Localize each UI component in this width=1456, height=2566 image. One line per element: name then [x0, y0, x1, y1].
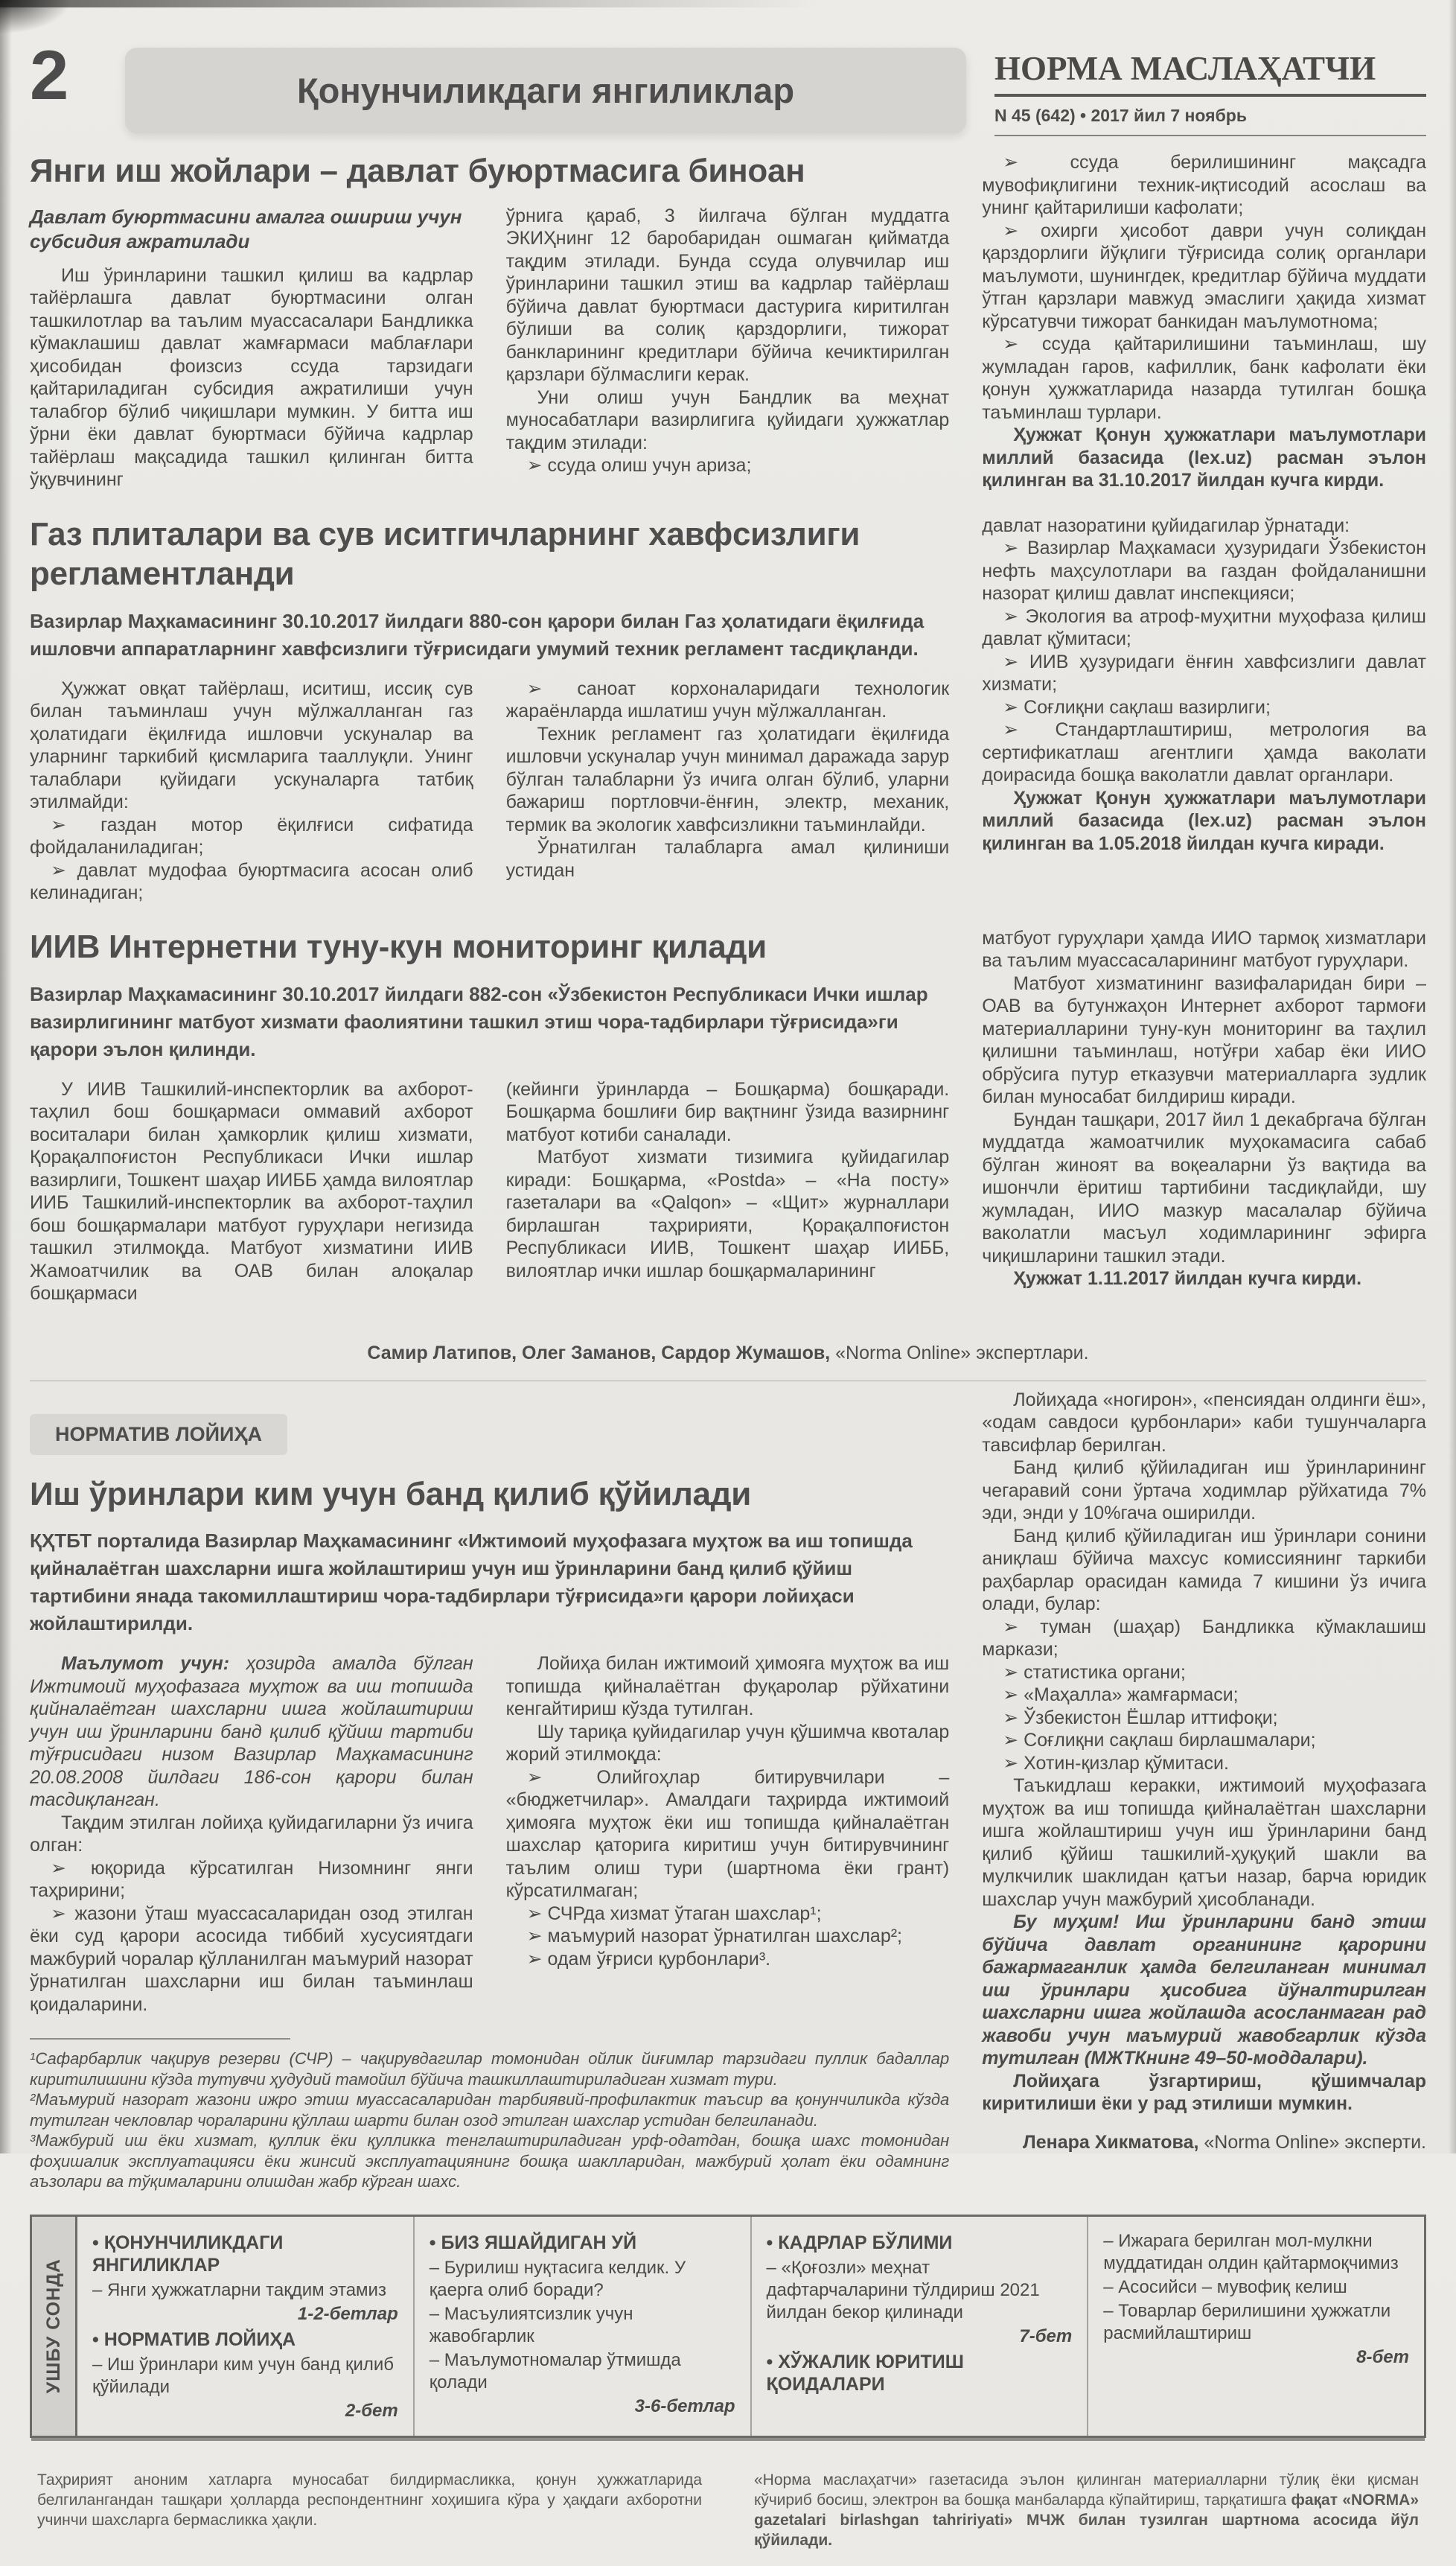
article-column-2: [506, 205, 950, 491]
paragraph: ➢ ссуда берилишининг мақсадга мувофиқлигини техник-иқтисодий асослаш ва унинг қайтарилиши кафолати;: [982, 152, 1426, 218]
paragraph: ➢ Экология ва атроф-муҳитни муҳофаза қилиш давлат қўмитаси;: [982, 605, 1426, 649]
paragraph: Матбуот хизматининг вазифаларидан бири – ОАВ ва бутунжаҳон Интернет ахборот тармоғи материалларини туну-кун мониторинг ва таҳлил қилишни таъминлаш, нотўғри хабар ёки ИИО обрўсига путур етказувчи материалларга зудлик билан муносабат билдириш киради.: [982, 972, 1426, 1108]
section-banner: Қонунчиликдаги янгиликлар: [125, 48, 966, 133]
article-column-2: [506, 678, 950, 905]
paragraph: Ҳужжат Қонун ҳужжатлари маълумотлари миллий базасида (lex.uz) расман эълон қилинган ва 31.10.2017 йилдан кучга кирди.: [982, 424, 1426, 491]
masthead-title: НОРМА МАСЛАҲАТЧИ: [994, 49, 1426, 97]
paragraph: ➢ туман (шаҳар) Бандликка кўмаклашиш маркази;: [982, 1616, 1426, 1661]
toc-column-4: [1087, 2217, 1424, 2436]
issue-info: N 45 (642) • 2017 йил 7 ноябрь: [994, 97, 1426, 136]
paragraph: ➢ жазони ўташ муассасаларидан озод этилган ёки суд қарори асосида тиббий хусусиятдаги мажбурий чоралар қўлланилган маъмурий назорат ўрнатилган шахсларни иш билан таъминлаш қоидаларини.: [30, 1903, 473, 2015]
paragraph: Маълумот учун: ҳозирда амалда бўлган Ижтимоий муҳофазага муҳтож ва иш топишда қийналаётган шахсларни ишга жойлаштириш учун иш ўринларини банд қилиб қўйиш тартиби тўғрисидаги низом Вазирлар Маҳкамасининг 20.08.2008 йилдаги 186-сон қарори билан тасдиқланган.: [30, 1653, 473, 1811]
paragraph: ➢ Вазирлар Маҳкамаси ҳузуридаги Ўзбекистон нефть маҳсулотлари ва газдан фойдаланишни назорат қилиш давлат инспекцияси;: [982, 538, 1426, 604]
paragraph: Лойиҳада «ногирон», «пенсиядан олдинги ёш», «одам савдоси қурбонлари» каби тушунчаларга тавсифлар берилган.: [982, 1389, 1426, 1456]
byline-names: Ленара Хикматова,: [1023, 2131, 1199, 2153]
article-column-1: [30, 678, 473, 905]
scan-corner-artifact: [0, 0, 71, 34]
article-column-2: [506, 1652, 950, 2016]
editorial-note-right: [754, 2470, 1419, 2550]
paragraph: 8-бет: [1356, 2346, 1409, 2367]
article-side: [982, 1389, 1426, 2192]
in-this-issue-label: [32, 2217, 77, 2436]
article-column-3: [982, 515, 1426, 905]
in-this-issue-box: [30, 2215, 1426, 2438]
paragraph: У ИИВ Ташкилий-инспекторлик ва ахборот-таҳлил бош бошқармаси оммавий ахборот воситалари билан ҳамкорлик қилиш хизмати, Қорақалпоғистон Республикаси Ички ишлар вазирлиги, Тошкент шаҳар ИИББ ҳамда вилоятлар ИИБ Ташкилий-инспекторлик ва ахборот-таҳлил бош бошқармалари матбуот гуруҳлари негизида ташкил этилмоқда. Матбуот хизматини ИИВ Жамоатчилик ва ОАВ билан алоқалар бошқармаси: [30, 1078, 473, 1305]
article-reserved-jobs: [30, 1389, 1426, 2192]
paragraph: • БИЗ ЯШАЙДИГАН УЙ: [429, 2232, 637, 2253]
paragraph: • НОРМАТИВ ЛОЙИҲА: [92, 2328, 296, 2350]
paragraph: Банд қилиб қўйиладиган иш ўринларининг чегаравий сони ўртача ходимлар рўйхатида 7% эди, энди у 10%гача оширилди.: [982, 1457, 1426, 1524]
paragraph: Банд қилиб қўйиладиган иш ўринлари сонини аниқлаш бўйича махсус комиссиянинг таркиби раҳбарлар орасидан камида 7 кишини ўз ичига олади, булар:: [982, 1525, 1426, 1615]
paragraph: ➢ маъмурий назорат ўрнатилган шахслар²;: [526, 1926, 903, 1947]
byline-suffix: «Norma Online» эксперти.: [1198, 2131, 1426, 2153]
article-iiv-monitoring: [30, 927, 1426, 1305]
paragraph: 1-2-бетлар: [297, 2303, 398, 2324]
note-right-text: «Норма маслаҳатчи» газетасида эълон қилинган материалларни тўлиқ ёки қисман кўчириб босиш, электрон ва бошқа манбаларда кўпайтириш, тарқатишга: [754, 2471, 1419, 2509]
paragraph: ➢ юқорида кўрсатилган Низомнинг янги таҳририни;: [30, 1857, 473, 1902]
note-right-bold: фақат «NORMA» gazetalari birlashgan tahririyati» МЧЖ билан тузилган шартнома асосида йўл қўйилади.: [754, 2491, 1420, 2549]
paragraph: • ҚОНУНЧИЛИКДАГИ ЯНГИЛИКЛАР: [92, 2232, 284, 2276]
paragraph: Лойиҳа билан ижтимоий ҳимояга муҳтож ва иш топишда қийналаётган фуқаролар рўйхатини кенгайтириш кўзда тутилган.: [505, 1653, 950, 1720]
paragraph: Бу муҳим! Иш ўринларини банд этиш бўйича давлат органининг қарорини бажармаганлик ҳамда белгиланган минимал иш ўринлари ҳисобига йўналтирилган шахсларни ишга жойлашда асосланмаган рад жавоби учун маъмурий жавобгарлик кўзда тутилган (МЖТКнинг 49–50-моддалари).: [982, 1911, 1426, 2069]
article-title: Янги иш жойлари – давлат буюртмасига биноан: [30, 153, 805, 189]
paragraph: ➢ Стандартлаштириш, метрология ва сертификатлаш агентлиги ҳамда ваколати доирасида бошқа ваколатли давлат органлари.: [982, 719, 1426, 786]
paragraph: матбуот гуруҳлари ҳамда ИИО тармоқ хизматлари ва таълим муассасаларининг матбуот гуруҳлари.: [982, 927, 1426, 972]
article-lead: Вазирлар Маҳкамасининг 30.10.2017 йилдаги 882-сон «Ўзбекистон Республикаси Ички ишлар вазирлигининг матбуот хизмати фаолиятини ташкил этиш чора-тадбирлари тўғрисида»ги қарори эълон қилинди.: [30, 982, 928, 1060]
paragraph: (кейинги ўринларда – Бошқарма) бошқаради. Бошқарма бошлиғи бир вақтнинг ўзида вазирнинг матбуот котиби саналади.: [505, 1078, 950, 1145]
section-badge: НОРМАТИВ ЛОЙИҲА: [30, 1414, 287, 1455]
paragraph: давлат назоратини қуйидагилар ўрнатади:: [982, 515, 1350, 536]
byline-experts: [30, 1328, 1426, 1381]
article-main: [30, 927, 949, 1305]
paragraph: ➢ ИИВ ҳузуридаги ёнғин хавфсизлиги давлат хизмати;: [982, 651, 1426, 695]
toc-column-1: [77, 2217, 413, 2436]
scan-edge-top: [0, 0, 819, 7]
page-header: [0, 0, 1456, 144]
paragraph: • ХЎЖАЛИК ЮРИТИШ ҚОИДАЛАРИ: [766, 2351, 964, 2395]
page-content: [0, 144, 1456, 1305]
paragraph: 7-бет: [1019, 2325, 1073, 2346]
article-columns: [30, 678, 949, 905]
paragraph: Шу тариқа қуйидагилар учун қўшимча квоталар жорий этилмоқда:: [505, 1721, 950, 1766]
byline-names: Самир Латипов, Олег Заманов, Сардор Жумашов,: [367, 1342, 831, 1363]
paragraph: ¹Сафарбарлик чақирув резерви (СЧР) – чақирувдагилар томонидан ойлик йиғимлар тарзидаги пуллик бадаллар киритилишини кўзда тутувчи ҳудудий тамойил бўйича ташкиллаштириладиган хизмат тури.: [30, 2049, 950, 2089]
scan-edge-right: [1449, 0, 1456, 2153]
paragraph: ➢ Олийгоҳлар битирувчилари – «бюджетчилар». Амалдаги таҳрирда ижтимоий ҳимояга муҳтож ёки иш топишда қийналаётган шахслар қаторига киритиш учун битирувчининг таълим олиш тури (шартнома ёки грант) кўрсатилмаган;: [505, 1766, 950, 1902]
paragraph: – Янги ҳужжатларни тақдим этамиз: [92, 2279, 386, 2300]
article-gas-safety: [30, 515, 1426, 905]
paragraph: ³Мажбурий иш ёки хизмат, қуллик ёки қулликка тенглаштириладиган урф-одатдан, бошқа шахс томонидан фоҳишалик эксплуатацияси ёки жинсий эксплуатациянинг бошқа шаклларидан, мажбурий ҳолат ёки одамнинг аъзолари ва тўқималарини олишдан жабр кўрган шахс.: [30, 2131, 950, 2191]
paragraph: – Ижарага берилган мол-мулкни муддатидан олдин қайтармоқчимиз: [1103, 2230, 1399, 2273]
column-text: [30, 264, 473, 491]
paragraph: ➢ охирги ҳисобот даври учун солиқдан қарздорлиги йўқлиги тўғрисида солиқ органлари маълумоти, шунингдек, кредитлар бўйича муддати ўтган қарзлари мавжуд эмаслиги ҳақида хизмат кўрсатувчи тижорат банкидан маълумотнома;: [982, 220, 1426, 332]
article-title: ИИВ Интернетни туну-кун мониторинг қилади: [30, 928, 767, 965]
paragraph: Тақдим этилган лойиҳа қуйидагиларни ўз ичига олган:: [30, 1812, 473, 1856]
in-this-issue-label-text: УШБУ СОНДА: [42, 2258, 64, 2394]
paragraph: – Масъулиятсизлик учун жавобгарлик: [429, 2303, 633, 2346]
paragraph: ➢ Соғлиқни сақлаш бирлашмалари;: [1003, 1730, 1316, 1751]
article-column-2: [506, 1078, 950, 1305]
paragraph: – Товарлар берилишини ҳужжатли расмийлаштириш: [1103, 2300, 1391, 2343]
paragraph: ➢ Хотин-қизлар қўмитаси.: [1003, 1752, 1229, 1774]
footnotes: [30, 2038, 949, 2192]
paragraph: Бундан ташқари, 2017 йил 1 декабргача бўлган муддатда жамоатчилик муҳокамасига сабаб бўлган жиноят ва воқеаларни ўз вақтида ва ишончли ёритиш тартибини тасдиқлайди, шу жумладан, ИИО мазкур масалалар бўйича ваколатли масъул ходимларининг эфирга чиқишларини ташкил этади.: [982, 1109, 1426, 1267]
article-title: Иш ўринлари ким учун банд қилиб қўйилади: [30, 1475, 752, 1512]
toc-column-2: [413, 2217, 750, 2436]
article-main: [30, 151, 949, 492]
article-column-1: [30, 205, 473, 491]
article-new-jobs: [30, 151, 1426, 492]
page-number: 2: [30, 36, 69, 114]
paragraph: • КАДРЛАР БЎЛИМИ: [766, 2232, 953, 2253]
paragraph: ➢ газдан мотор ёқилғиси сифатида фойдаланиладиган;: [30, 814, 473, 859]
paragraph: ➢ СЧРда хизмат ўтаган шахслар¹;: [526, 1903, 822, 1924]
paragraph: ➢ саноат корхоналаридаги технологик жараёнларда ишлатиш учун мўлжалланган.: [505, 678, 950, 722]
editorial-note-left: Таҳририят аноним хатларга муносабат билдирмасликка, қонун ҳужжатларида белгилангандан ташқари ҳолларда респондентнинг хоҳишига кўра у ҳақдаги ахборотни учинчи шахсларга бермасликка ҳақли.: [37, 2471, 702, 2529]
paragraph: ²Маъмурий назорат жазони ижро этиш муассасаларидан тарбиявий-профилактик таъсир ва қонунчиликда кўзда тутилган чекловлар чораларини қўллаш шарти билан озод этилган шахслар устидан белгиланади.: [30, 2090, 950, 2130]
article-lead: ҚҲТБТ порталида Вазирлар Маҳкамасининг «Ижтимоий муҳофазага муҳтож ва иш топишда қийналаётган шахсларни ишга жойлаштириш учун иш ўринларини банд қилиб қўйиш тартибини янада такомиллаштириш чора-тадбирлари тўғрисида»ги қарори лойиҳаси жойлаштирилди.: [30, 1529, 913, 1635]
toc-column-3: [750, 2217, 1088, 2436]
article-column-3: [982, 1389, 1426, 2115]
scan-edge-left: [0, 0, 12, 2153]
paragraph: – «Қоғозли» меҳнат дафтарчаларини тўлдириш 2021 йилдан бекор қилинади: [766, 2257, 1040, 2323]
paragraph: Техник регламент газ ҳолатидаги ёқилғида ишловчи ускуналар учун минимал даражада зарур бўлган талабларни ўз ичига олган бўлиб, уларни бажариш портловчи-ёнғин, электр, механик, термик ва экологик хавфсизликни таъминлайди.: [505, 723, 950, 835]
paragraph: ➢ ссуда қайтарилишини таъминлаш, шу жумладан гаров, кафиллик, банк кафолати ёки қонун ҳужжатларида назарда тутилган бошқа таъминлаш турлари.: [982, 334, 1426, 423]
paragraph: ➢ статистика органи;: [1003, 1661, 1186, 1683]
article-columns: [30, 205, 949, 491]
article-column-1: [30, 1078, 473, 1305]
paragraph: Матбуот хизмати тизимига қуйидагилар киради: Бошқарма, «Postda» – «На посту» газеталари ва «Qalqon» – «Щит» журналлари бирлашган таҳририяти, Қорақалпоғистон Республикаси ИИВ, Тошкент шаҳар ИИББ, вилоятлар ички ишлар бошқармаларининг: [505, 1147, 950, 1282]
article-subtitle: Давлат буюртмасини амалга ошириш учун субсидия ажратилади: [30, 205, 462, 252]
article-main: [30, 1389, 949, 2192]
paragraph: – Маълумотномалар ўтмишда қолади: [429, 2349, 681, 2393]
paragraph: Таъкидлаш керакки, ижтимоий муҳофазага муҳтож ва иш топишда қийналаётган шахсларни ишга жойлаштириш учун иш ўринларини банд қилиб қўйиш ташкилий-ҳуқуқий шакли ва мулкчилик шаклидан қатъи назар, барча юридик шахслар учун мажбурий ҳисобланади.: [982, 1775, 1426, 1910]
paragraph: ➢ одам ўғриси қурбонлари³.: [526, 1948, 771, 1970]
article-main: [30, 515, 949, 905]
paragraph: ➢ ссуда олиш учун ариза;: [526, 455, 752, 477]
normative-section: [0, 1381, 1456, 2192]
paragraph: – Асосийси – мувофиқ келиш: [1103, 2276, 1347, 2297]
bottom-notes: [0, 2438, 1456, 2566]
paragraph: ➢ «Маҳалла» жамғармаси;: [1003, 1684, 1239, 1706]
paragraph: Ҳужжат Қонун ҳужжатлари маълумотлари миллий базасида (lex.uz) расман эълон қилинган ва 1.05.2018 йилдан кучга киради.: [982, 787, 1426, 854]
article-title: Газ плиталари ва сув иситгичларнинг хавфсизлиги регламентланди: [30, 515, 860, 593]
article-column-3: [982, 151, 1426, 492]
paragraph: ➢ Ўзбекистон Ёшлар иттифоқи;: [1003, 1707, 1278, 1728]
article-columns: [30, 1078, 949, 1305]
byline-expert: [982, 2132, 1426, 2153]
paragraph: 2-бет: [345, 2400, 398, 2421]
paragraph: 3-6-бетлар: [634, 2395, 735, 2416]
paragraph: – Бурилиш нуқтасига келдик. У қаерга олиб боради?: [429, 2257, 686, 2300]
paragraph: Ҳужжат овқат тайёрлаш, иситиш, иссиқ сув билан таъминлаш учун мўлжалланган газ ҳолатидаги ёқилғида ишловчи ускуналар ва уларнинг таркибий қисмларига тааллуқли. Унинг талаблари қуйидаги ускуналарга татбиқ этилмайди:: [30, 678, 473, 813]
paragraph: Лойиҳага ўзгартириш, қўшимчалар киритилиши ёки у рад этилиши мумкин.: [982, 2070, 1426, 2115]
byline-suffix: «Norma Online» экспертлари.: [830, 1342, 1089, 1363]
masthead-block: [994, 42, 1426, 136]
article-lead: Вазирлар Маҳкамасининг 30.10.2017 йилдаги 880-сон қарори билан Газ ҳолатидаги ёқилғида ишловчи аппаратларнинг хавфсизлиги тўғрисидаги умумий техник регламент тасдиқланди.: [30, 609, 925, 660]
article-column-3: [982, 927, 1426, 1305]
paragraph: ➢ Соғлиқни сақлаш вазирлиги;: [1003, 696, 1271, 718]
paragraph: Ўрнатилган талабларга амал қилиниши устидан: [505, 837, 950, 881]
article-columns: [30, 1652, 949, 2016]
article-column-1: [30, 1652, 473, 2016]
paragraph: ўрнига қараб, 3 йилгача бўлган муддатга ЭКИҲнинг 12 баробаридан ошмаган қийматда тақдим этилади. Бунда ссуда олувчилар иш ўринларини ташкил этиш ва кадрлар тайёрлаш бўйича давлат буюртмаси дастурига киритилган бўлиши ва солиқ қарздорлиги, тижорат банкларининг кредитлари бўйича кечиктирилган қарзлари бўлмаслиги керак.: [505, 205, 950, 386]
paragraph: Иш ўринларини ташкил қилиш ва кадрлар тайёрлашга давлат буюртмасини олган ташкилотлар ва таълим муассасалари Бандликка кўмаклашиш давлат жамғармаси маблағлари ҳисобидан фоизсиз ссуда тарзидаги қайтариладиган субсидия ажратилиши учун талабгор бўлиб чиқишлари мумкин. У битта иш ўрни ёки давлат буюртмаси бўйича кадрлар тайёрлаш мақсадида ташкил қилинган битта ўқувчининг: [30, 264, 473, 491]
paragraph: ➢ давлат мудофаа буюртмасига асосан олиб келинадиган;: [30, 859, 473, 904]
paragraph: Уни олиш учун Бандлик ва меҳнат муносабатлари вазирлигига қуйидаги ҳужжатлар тақдим этилади:: [505, 386, 950, 453]
paragraph: Ҳужжат 1.11.2017 йилдан кучга кирди.: [1013, 1268, 1362, 1290]
paragraph: – Иш ўринлари ким учун банд қилиб қўйилади: [92, 2354, 394, 2397]
